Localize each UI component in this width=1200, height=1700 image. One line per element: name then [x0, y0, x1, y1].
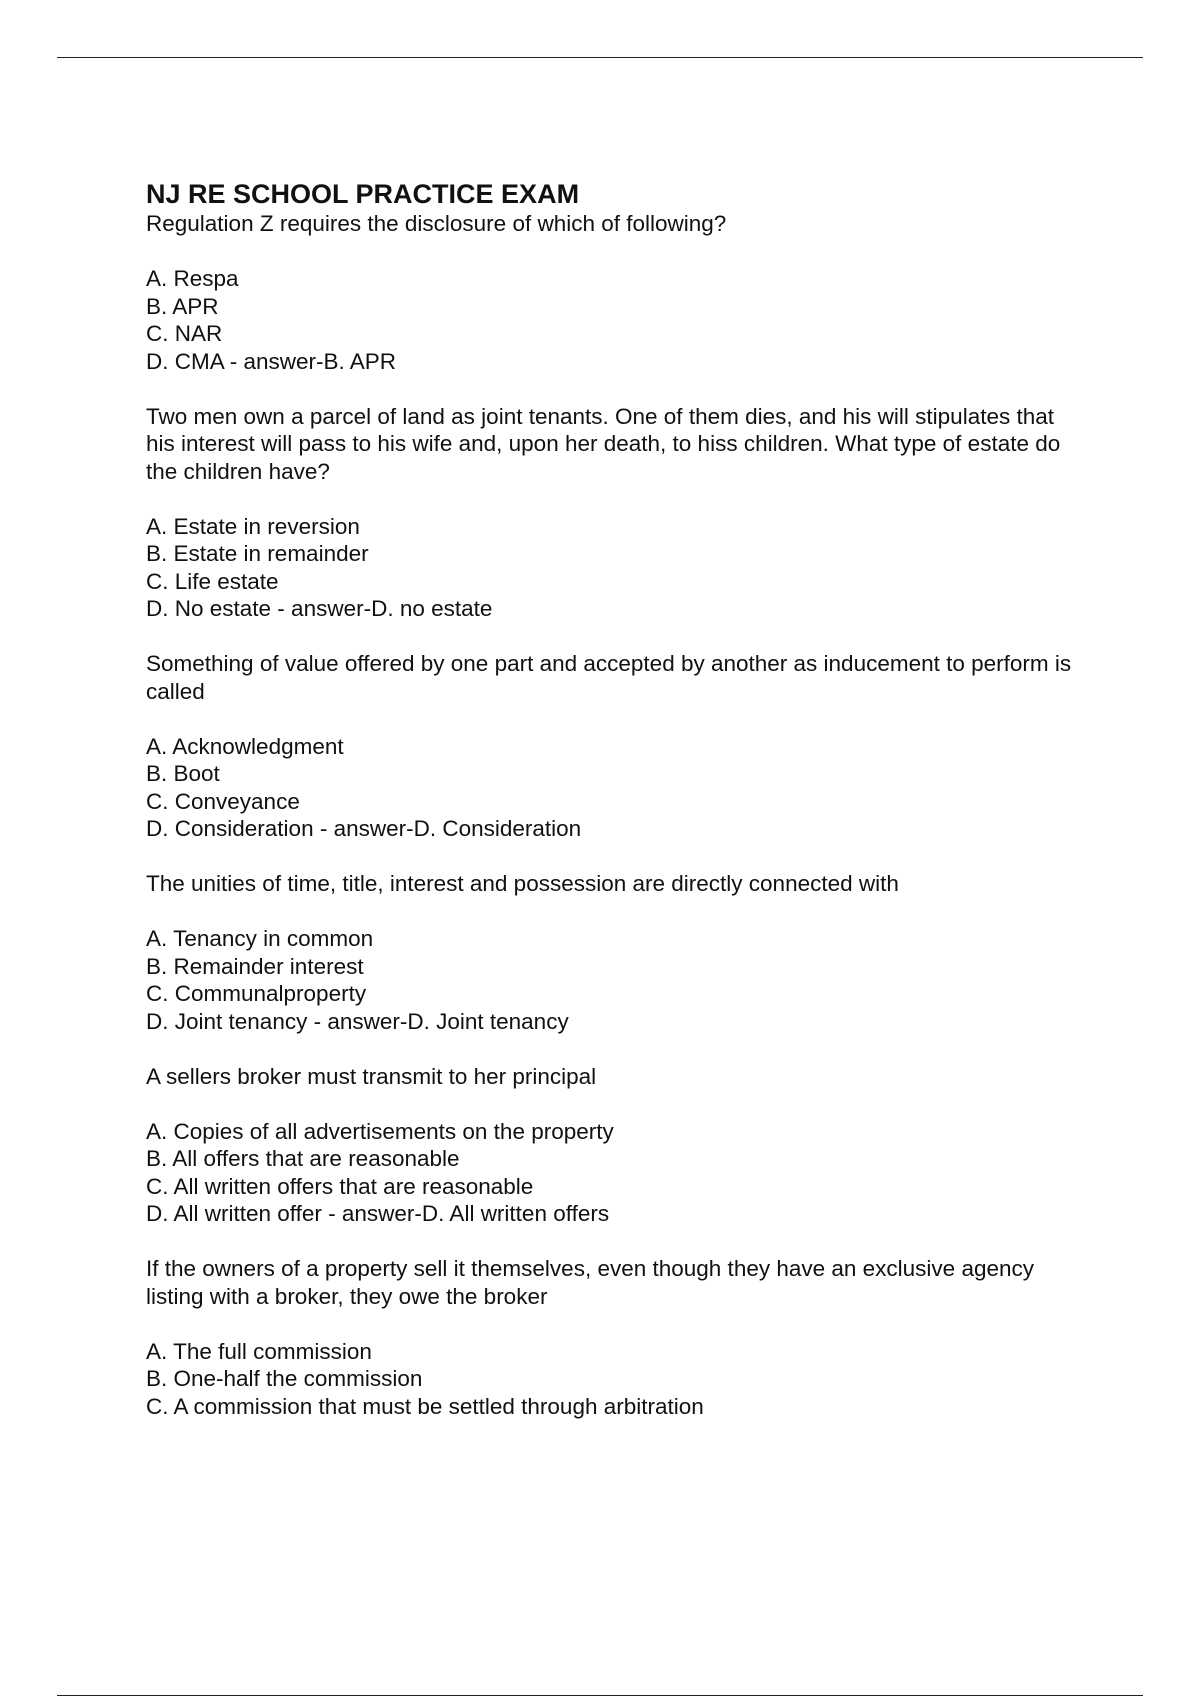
answer-option: A. The full commission	[146, 1338, 372, 1364]
question-block	[146, 650, 1086, 843]
top-divider	[57, 57, 1143, 58]
answer-options	[146, 1338, 1086, 1421]
page-content	[146, 178, 1086, 1420]
question-text: Something of value offered by one part and accepted by another as inducement to perform is called	[146, 651, 1072, 704]
question-block	[146, 870, 1086, 1035]
answer-option: A. Copies of all advertisements on the property	[146, 1118, 614, 1144]
answer-option: D. Consideration - answer-D. Consideration	[146, 816, 582, 841]
answer-option: D. CMA - answer-B. APR	[146, 348, 397, 374]
answer-option: A. Respa	[146, 266, 239, 291]
bottom-divider	[57, 1695, 1143, 1696]
question-text: Regulation Z requires the disclosure of which of following?	[146, 211, 727, 236]
question-text: If the owners of a property sell it themselves, even though they have an exclusive agency listing with a broker, they owe the broker	[146, 1256, 1035, 1309]
question-text: Two men own a parcel of land as joint tenants. One of them dies, and his will stipulates that his interest will pass to his wife and, upon her death, to hiss children. What type of estate do the children have?	[146, 403, 1061, 484]
answer-options	[146, 1118, 1086, 1228]
question-block	[146, 210, 1086, 375]
answer-option: C. A commission that must be settled through arbitration	[146, 1393, 704, 1419]
answer-option: D. Joint tenancy - answer-D. Joint tenancy	[146, 1008, 569, 1034]
answer-option: B. Estate in remainder	[146, 541, 369, 566]
answer-option: D. All written offer - answer-D. All written offers	[146, 1201, 610, 1226]
answer-option: B. APR	[146, 293, 219, 319]
answer-option: A. Estate in reversion	[146, 513, 360, 539]
answer-options	[146, 733, 1086, 843]
answer-options	[146, 513, 1086, 623]
answer-option: B. Remainder interest	[146, 953, 364, 979]
answer-option: D. No estate - answer-D. no estate	[146, 596, 493, 621]
question-text: The unities of time, title, interest and possession are directly connected with	[146, 871, 899, 896]
question-block	[146, 403, 1086, 623]
question-block	[146, 1255, 1086, 1420]
answer-option: C. Conveyance	[146, 788, 300, 814]
answer-option: A. Tenancy in common	[146, 926, 374, 951]
answer-option: C. NAR	[146, 321, 223, 346]
page-title: NJ RE SCHOOL PRACTICE EXAM	[146, 179, 580, 209]
answer-options	[146, 265, 1086, 375]
answer-option: B. All offers that are reasonable	[146, 1146, 460, 1171]
answer-option: B. Boot	[146, 761, 220, 786]
question-block	[146, 1063, 1086, 1228]
answer-option: C. All written offers that are reasonable	[146, 1173, 534, 1199]
answer-options	[146, 925, 1086, 1035]
answer-option: B. One-half the commission	[146, 1366, 423, 1391]
answer-option: C. Communalproperty	[146, 981, 367, 1006]
question-text: A sellers broker must transmit to her principal	[146, 1063, 597, 1089]
answer-option: C. Life estate	[146, 568, 279, 594]
answer-option: A. Acknowledgment	[146, 733, 344, 759]
